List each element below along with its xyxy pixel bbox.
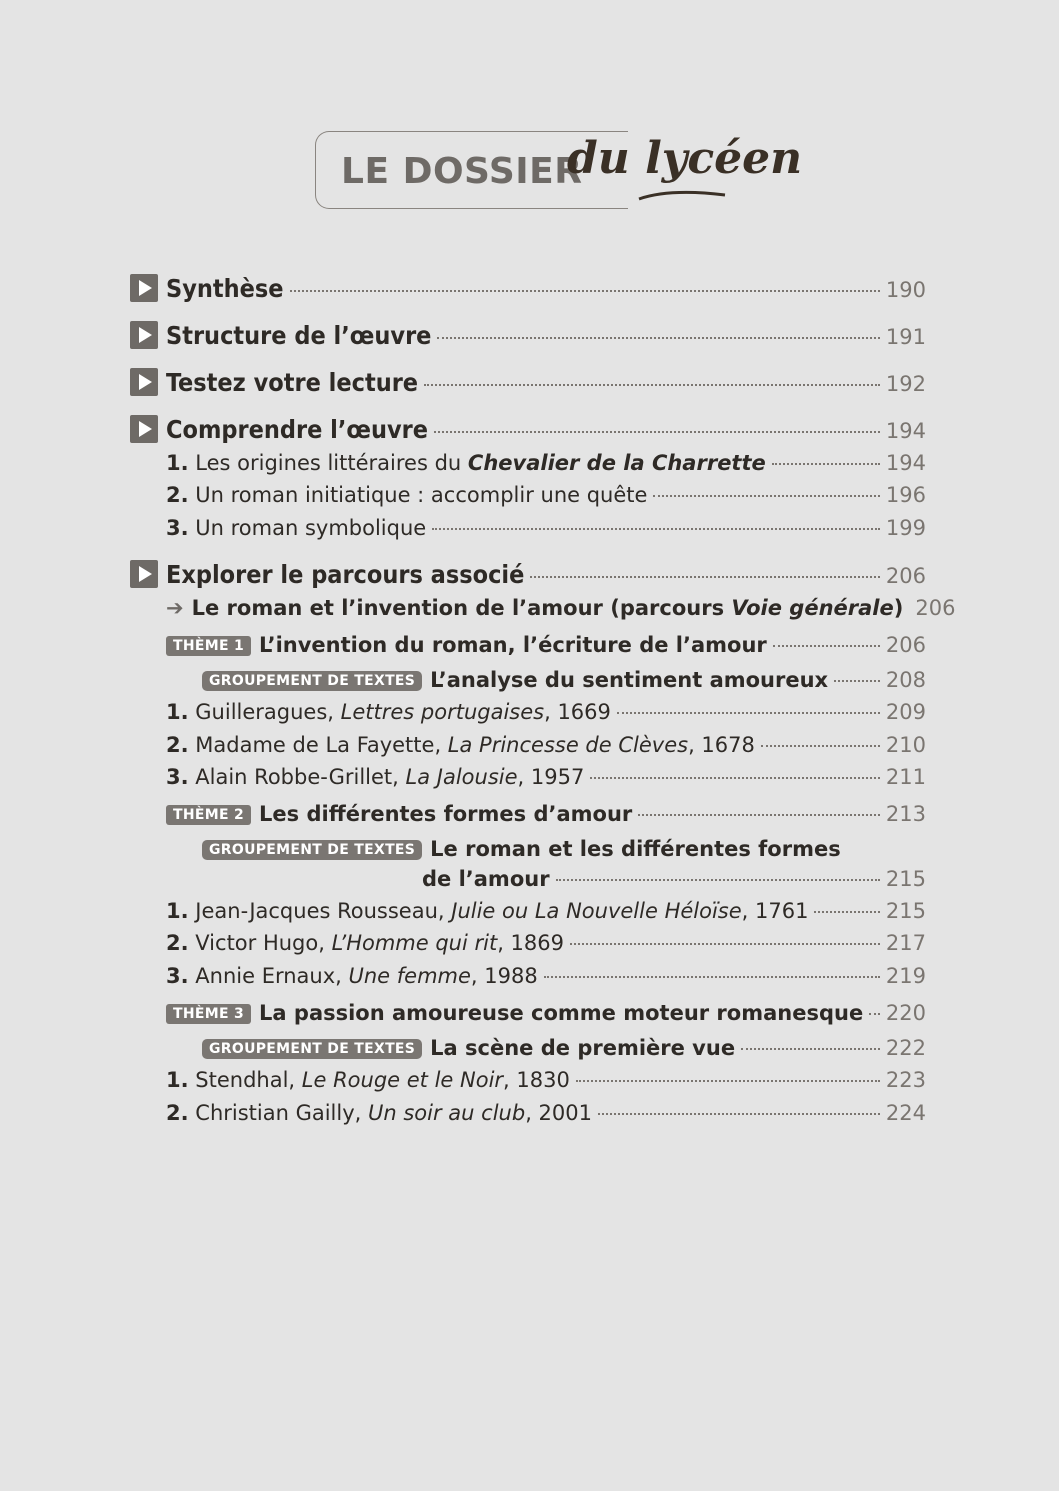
leader-dots bbox=[432, 528, 880, 530]
leader-dots bbox=[434, 431, 880, 433]
play-arrow-icon bbox=[130, 321, 158, 349]
item-text: Stendhal, bbox=[195, 1068, 302, 1092]
item-number: 1. bbox=[166, 700, 189, 724]
toc-page: 194 bbox=[885, 418, 926, 443]
toc-theme-2[interactable] bbox=[0, 796, 1059, 832]
toc-entry-structure[interactable] bbox=[0, 317, 1059, 353]
theme-badge: THÈME 1 bbox=[166, 636, 251, 656]
play-arrow-icon bbox=[130, 415, 158, 443]
item-text: Les différentes formes d’amour bbox=[259, 801, 633, 826]
toc-groupement-continued[interactable] bbox=[0, 861, 1059, 897]
toc-page: 206 bbox=[885, 632, 926, 657]
toc-theme-1[interactable] bbox=[0, 627, 1059, 663]
item-text: Guilleragues, bbox=[195, 700, 341, 724]
toc-page: 217 bbox=[885, 931, 926, 955]
toc-page: 215 bbox=[885, 867, 926, 891]
leader-dots bbox=[290, 290, 880, 292]
item-text: Victor Hugo, bbox=[195, 931, 332, 955]
item-text: Le roman et les différentes formes bbox=[430, 836, 841, 861]
toc-page: 220 bbox=[885, 1000, 926, 1025]
toc-label: Synthèse bbox=[166, 273, 284, 303]
leader-dots bbox=[834, 680, 880, 682]
toc-page: 210 bbox=[885, 733, 926, 757]
toc-page: 206 bbox=[915, 596, 956, 620]
toc-page: 215 bbox=[885, 899, 926, 923]
leader-dots bbox=[814, 911, 879, 913]
leader-dots bbox=[576, 1080, 880, 1082]
item-title: Le Rouge et le Noir bbox=[301, 1068, 504, 1092]
leader-dots bbox=[437, 337, 879, 339]
toc-page: 190 bbox=[885, 277, 926, 302]
toc-entry-comprendre[interactable] bbox=[0, 411, 1059, 447]
toc-page: 213 bbox=[885, 801, 926, 826]
item-number: 2. bbox=[166, 931, 189, 955]
item-number: 3. bbox=[166, 516, 189, 540]
item-text: Annie Ernaux, bbox=[195, 964, 349, 988]
groupement-badge: GROUPEMENT DE TEXTES bbox=[202, 671, 422, 691]
leader-dots bbox=[773, 645, 880, 647]
toc-label: Testez votre lecture bbox=[166, 367, 419, 397]
toc-page: 194 bbox=[885, 451, 926, 475]
toc-subentry[interactable] bbox=[0, 759, 1059, 795]
item-number: 3. bbox=[166, 765, 189, 789]
leader-dots bbox=[772, 463, 880, 465]
leader-dots bbox=[761, 745, 880, 747]
toc-label: Structure de l’œuvre bbox=[166, 320, 432, 350]
toc-subentry[interactable] bbox=[0, 477, 1059, 513]
item-text: L’invention du roman, l’écriture de l’amour bbox=[259, 632, 767, 657]
leader-dots bbox=[544, 976, 880, 978]
item-year: , 1957 bbox=[517, 765, 585, 789]
item-title: Julie ou La Nouvelle Héloïse bbox=[451, 899, 742, 923]
item-title: Chevalier de la Charrette bbox=[467, 451, 766, 475]
dossier-header bbox=[315, 131, 803, 209]
leader-dots bbox=[653, 495, 879, 497]
item-year: , 1830 bbox=[503, 1068, 570, 1092]
toc-page: 191 bbox=[885, 324, 926, 349]
item-title: La Princesse de Clèves bbox=[447, 733, 689, 757]
leader-dots bbox=[590, 777, 880, 779]
toc-theme-3[interactable] bbox=[0, 995, 1059, 1031]
toc-page: 208 bbox=[885, 667, 926, 692]
item-text: Madame de La Fayette, bbox=[195, 733, 448, 757]
toc-subentry[interactable] bbox=[0, 1095, 1059, 1131]
toc-parcours-entry[interactable] bbox=[0, 590, 1059, 626]
item-text: L’analyse du sentiment amoureux bbox=[430, 667, 829, 692]
item-number: 1. bbox=[166, 1068, 189, 1092]
toc-subentry[interactable] bbox=[0, 510, 1059, 546]
toc-subentry[interactable] bbox=[0, 445, 1059, 481]
right-arrow-icon: ➔ bbox=[166, 596, 184, 620]
item-title: La Jalousie bbox=[405, 765, 518, 789]
item-year: , 1988 bbox=[470, 964, 538, 988]
toc-page: 192 bbox=[885, 371, 926, 396]
play-arrow-icon bbox=[130, 560, 158, 588]
toc-page: 219 bbox=[885, 964, 926, 988]
item-number: 1. bbox=[166, 899, 189, 923]
toc-subentry[interactable] bbox=[0, 694, 1059, 730]
toc-subentry[interactable] bbox=[0, 1062, 1059, 1098]
toc-label: Comprendre l’œuvre bbox=[166, 414, 429, 444]
item-title: L’Homme qui rit bbox=[331, 931, 498, 955]
item-title: Lettres portugaises bbox=[340, 700, 545, 724]
leader-dots bbox=[617, 712, 880, 714]
item-number: 2. bbox=[166, 733, 189, 757]
item-number: 2. bbox=[166, 1101, 189, 1125]
item-paren-close: ) bbox=[893, 596, 904, 620]
toc-page: 199 bbox=[885, 516, 926, 540]
theme-badge: THÈME 2 bbox=[166, 805, 251, 825]
toc-entry-explorer[interactable] bbox=[0, 556, 1059, 592]
toc-page: 209 bbox=[885, 700, 926, 724]
header-title-main: LE DOSSIER bbox=[341, 151, 583, 192]
item-title: Une femme bbox=[348, 964, 471, 988]
toc-subentry[interactable] bbox=[0, 893, 1059, 929]
item-year: , 1669 bbox=[544, 700, 611, 724]
item-text: Les origines littéraires du bbox=[195, 451, 468, 475]
item-text: La scène de première vue bbox=[430, 1035, 736, 1060]
toc-page: 196 bbox=[885, 483, 926, 507]
toc-label: Explorer le parcours associé bbox=[166, 559, 525, 589]
toc-entry-testez[interactable] bbox=[0, 364, 1059, 400]
header-title-script: du lycéen bbox=[567, 133, 803, 184]
item-text: La passion amoureuse comme moteur romanesque bbox=[259, 1000, 864, 1025]
toc-groupement[interactable] bbox=[0, 662, 1059, 698]
item-text-continued: de l’amour bbox=[422, 867, 550, 891]
item-text: Le roman et l’invention de l’amour bbox=[191, 596, 611, 620]
item-paren: (parcours bbox=[610, 596, 732, 620]
leader-dots bbox=[638, 814, 880, 816]
header-swash bbox=[637, 189, 727, 203]
toc-groupement[interactable] bbox=[0, 1030, 1059, 1066]
item-year: , 2001 bbox=[525, 1101, 592, 1125]
leader-dots bbox=[869, 1013, 880, 1015]
item-text: Un roman symbolique bbox=[195, 516, 427, 540]
leader-dots bbox=[424, 384, 880, 386]
play-arrow-icon bbox=[130, 274, 158, 302]
toc-subentry[interactable] bbox=[0, 958, 1059, 994]
item-text: Alain Robbe-Grillet, bbox=[195, 765, 406, 789]
toc-subentry[interactable] bbox=[0, 925, 1059, 961]
theme-badge: THÈME 3 bbox=[166, 1004, 251, 1024]
toc-page: 223 bbox=[885, 1068, 926, 1092]
leader-dots bbox=[530, 576, 880, 578]
item-number: 1. bbox=[166, 451, 189, 475]
item-text: Un roman initiatique : accomplir une quête bbox=[195, 483, 648, 507]
toc-subentry[interactable] bbox=[0, 727, 1059, 763]
groupement-badge: GROUPEMENT DE TEXTES bbox=[202, 1039, 422, 1059]
toc-entry-synthese[interactable] bbox=[0, 270, 1059, 306]
leader-dots bbox=[570, 943, 880, 945]
item-number: 3. bbox=[166, 964, 189, 988]
item-text: Jean-Jacques Rousseau, bbox=[195, 899, 452, 923]
leader-dots bbox=[741, 1048, 880, 1050]
groupement-badge: GROUPEMENT DE TEXTES bbox=[202, 840, 422, 860]
play-arrow-icon bbox=[130, 368, 158, 396]
item-text: Christian Gailly, bbox=[195, 1101, 369, 1125]
toc-page: 211 bbox=[885, 765, 926, 789]
leader-dots bbox=[556, 879, 880, 881]
item-year: , 1869 bbox=[497, 931, 564, 955]
leader-dots bbox=[598, 1113, 880, 1115]
toc-page: 206 bbox=[885, 563, 926, 588]
toc-page: 224 bbox=[885, 1101, 926, 1125]
toc-page: 222 bbox=[885, 1035, 926, 1060]
item-paren-emph: Voie générale bbox=[731, 596, 894, 620]
item-number: 2. bbox=[166, 483, 189, 507]
item-year: , 1761 bbox=[741, 899, 809, 923]
item-title: Un soir au club bbox=[368, 1101, 526, 1125]
item-year: , 1678 bbox=[688, 733, 755, 757]
